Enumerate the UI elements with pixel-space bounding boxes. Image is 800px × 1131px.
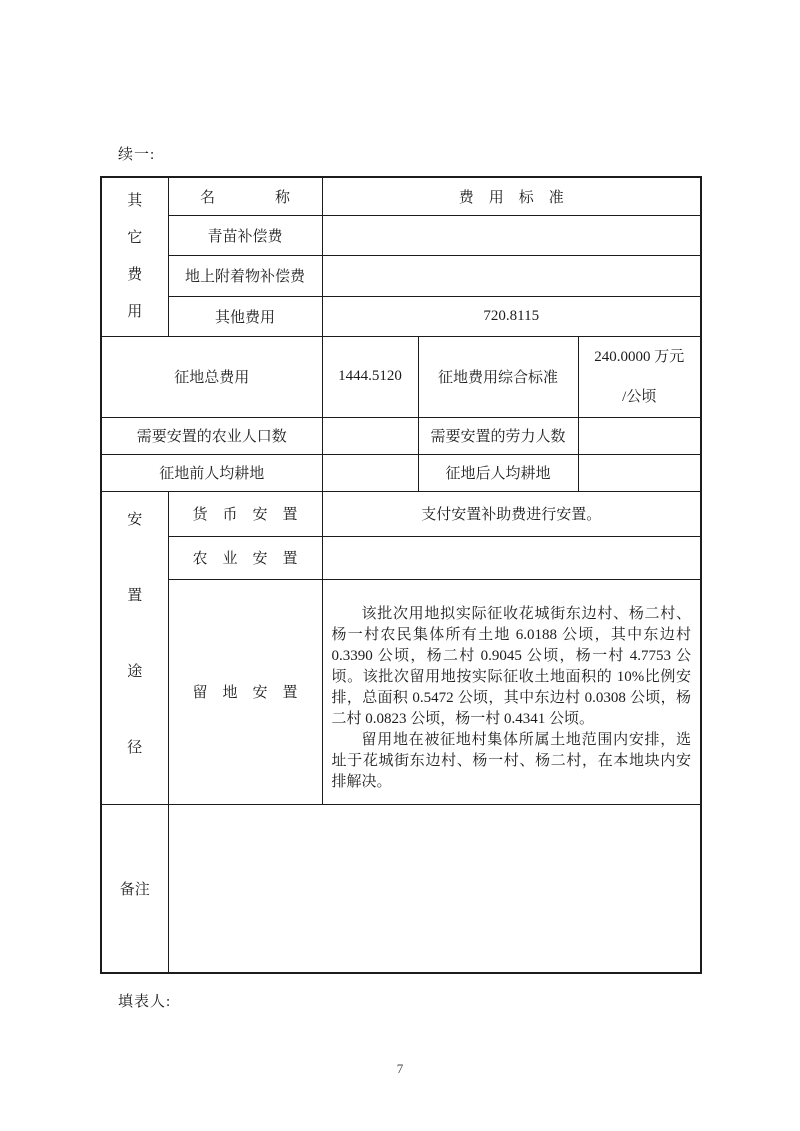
remarks-label-cell: 备注 — [101, 804, 168, 973]
resettlement-char-3: 途 — [127, 664, 143, 680]
per-capita-before-value-cell — [322, 454, 418, 491]
labor-count-value-cell — [578, 417, 701, 454]
other-fees-char-4: 用 — [127, 303, 143, 320]
table-row — [101, 417, 701, 454]
table-row — [101, 177, 701, 215]
per-capita-before-label-cell: 征地前人均耕地 — [101, 454, 322, 491]
other-fees-vertical-label — [102, 193, 168, 321]
agricultural-resettlement-value-cell — [322, 536, 701, 579]
agri-population-value-cell — [322, 417, 418, 454]
reserved-land-paragraph-2: 留用地在被征地村集体所属土地范围内安排，选址于花城街东边村、杨一村、杨二村，在本地块内安排解决。 — [331, 731, 692, 790]
reserved-land-paragraph-1: 该批次用地拟实际征收花城街东边村、杨二村、杨一村农民集体所有土地 6.0188 公顷，其中东边村 0.3390 公顷，杨二村 0.9045 公顷，杨一村 4.7753 公顷。该批次留用地按实际征收土地面积的 10%比例安排，总面积 0.5472 公顷，其中东边村 0.0308 公顷，杨二村 0.0823 公顷，杨一村 0.4341 公顷。 — [331, 605, 692, 727]
agri-population-label-cell: 需要安置的农业人口数 — [101, 417, 322, 454]
green-crop-fee-label-cell: 青苗补偿费 — [168, 215, 322, 255]
table-row — [101, 491, 701, 536]
table-row — [101, 215, 701, 255]
misc-fee-label-cell: 其他费用 — [168, 296, 322, 336]
land-expropriation-form-table — [100, 176, 701, 971]
remarks-value-cell — [168, 804, 701, 973]
other-fees-char-2: 它 — [127, 229, 143, 246]
resettlement-vertical-label — [102, 512, 168, 757]
header-name-cell: 名 称 — [168, 177, 322, 215]
header-fee-standard-cell: 费 用 标 准 — [322, 177, 701, 215]
attachments-fee-label-cell: 地上附着物补偿费 — [168, 255, 322, 296]
page-number: 7 — [396, 1061, 404, 1076]
resettlement-group-label-cell — [101, 491, 168, 804]
other-fees-char-3: 费 — [127, 266, 143, 283]
continuation-label: 续一: — [118, 147, 156, 163]
misc-fee-value-cell: 720.8115 — [322, 296, 701, 336]
resettlement-char-2: 置 — [127, 588, 143, 604]
standard-value-line1: 240.0000 万元 — [594, 348, 685, 365]
reserved-land-resettlement-value-cell — [322, 579, 701, 804]
table-row — [101, 804, 701, 973]
total-fee-label-cell: 征地总费用 — [101, 336, 322, 417]
per-capita-after-value-cell — [578, 454, 701, 491]
monetary-resettlement-label-cell: 货 币 安 置 — [168, 491, 322, 536]
table-row — [101, 296, 701, 336]
table-row — [101, 579, 701, 804]
table-row — [101, 454, 701, 491]
table-row — [101, 255, 701, 296]
comprehensive-standard-value-cell — [578, 336, 701, 417]
agricultural-resettlement-label-cell: 农 业 安 置 — [168, 536, 322, 579]
standard-value-line2: /公顷 — [622, 388, 657, 405]
table-row — [101, 336, 701, 417]
comprehensive-standard-label-cell: 征地费用综合标准 — [418, 336, 578, 417]
total-fee-value-cell: 1444.5120 — [322, 336, 418, 417]
form-filler-label: 填表人: — [118, 994, 172, 1010]
monetary-resettlement-value-cell: 支付安置补助费进行安置。 — [322, 491, 701, 536]
table-row — [101, 536, 701, 579]
reserved-land-resettlement-label-cell: 留 地 安 置 — [168, 579, 322, 804]
green-crop-fee-value-cell — [322, 215, 701, 255]
per-capita-after-label-cell: 征地后人均耕地 — [418, 454, 578, 491]
attachments-fee-value-cell — [322, 255, 701, 296]
resettlement-char-1: 安 — [127, 512, 143, 528]
labor-count-label-cell: 需要安置的劳力人数 — [418, 417, 578, 454]
other-fees-group-label-cell — [101, 177, 168, 336]
other-fees-char-1: 其 — [127, 192, 143, 209]
resettlement-char-4: 径 — [127, 740, 143, 756]
